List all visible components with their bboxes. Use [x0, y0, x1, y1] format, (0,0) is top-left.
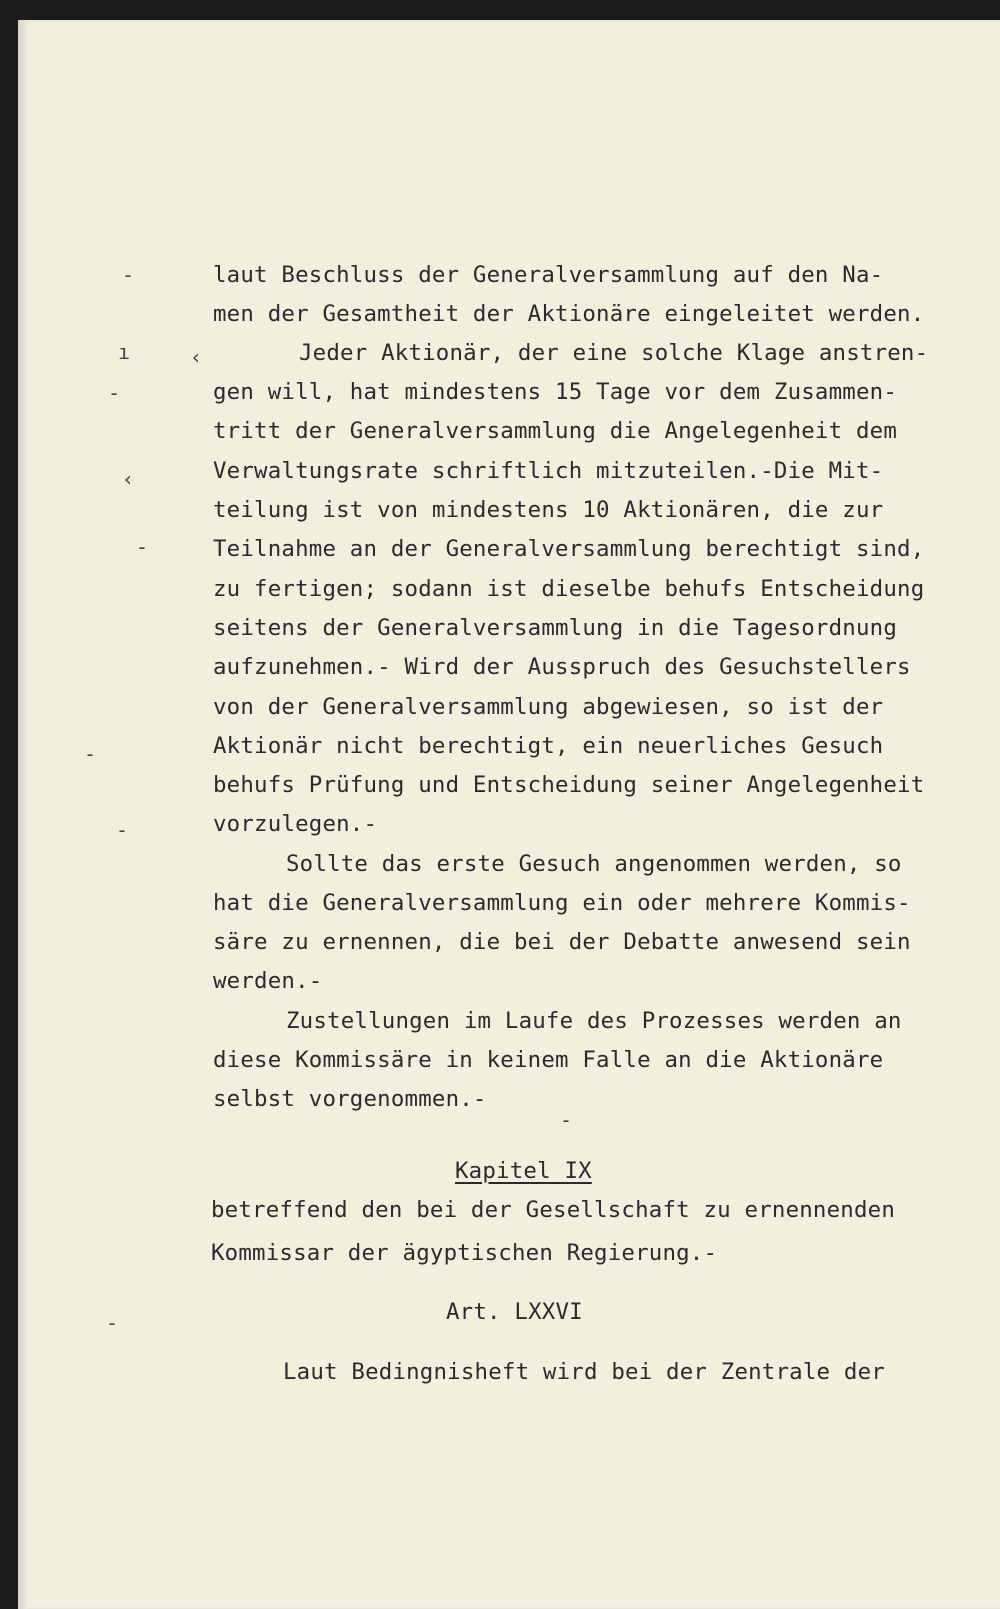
- text-line: Aktionär nicht berechtigt, ein neuerliches Gesuch: [213, 733, 884, 759]
- text-line: seitens der Generalversammlung in die Tagesordnung: [213, 615, 898, 641]
- text-line: behufs Prüfung und Entscheidung seiner Angelegenheit: [213, 772, 925, 798]
- margin-mark: ‹: [122, 467, 135, 491]
- margin-mark: ‹: [190, 345, 203, 369]
- text-line: Sollte das erste Gesuch angenommen werden, so: [286, 851, 902, 877]
- text-line: Laut Bedingnisheft wird bei der Zentrale der: [283, 1359, 885, 1385]
- text-line: vorzulegen.-: [213, 811, 378, 837]
- text-line: tritt der Generalversammlung die Angelegenheit dem: [213, 418, 898, 444]
- text-line: Teilnahme an der Generalversammlung berechtigt sind,: [213, 536, 925, 562]
- text-line: zu fertigen; sodann ist dieselbe behufs Entscheidung: [213, 576, 925, 602]
- margin-mark: ı: [118, 340, 131, 364]
- text-line: men der Gesamtheit der Aktionäre eingeleitet werden.: [213, 301, 925, 327]
- margin-mark: -: [122, 263, 135, 287]
- chapter-heading: Kapitel IX: [455, 1158, 592, 1184]
- margin-mark: -: [84, 742, 97, 766]
- text-line: diese Kommissäre in keinem Falle an die Aktionäre: [213, 1047, 884, 1073]
- text-line: von der Generalversammlung abgewiesen, so ist der: [213, 694, 884, 720]
- text-line: hat die Generalversammlung ein oder mehrere Kommis-: [213, 890, 911, 916]
- margin-mark: -: [560, 1108, 573, 1132]
- text-line: gen will, hat mindestens 15 Tage vor dem Zusammen-: [213, 379, 898, 405]
- text-line: teilung ist von mindestens 10 Aktionären, die zur: [213, 497, 884, 523]
- page-edge: [18, 20, 28, 1609]
- margin-mark: -: [136, 535, 149, 559]
- text-line: Verwaltungsrate schriftlich mitzuteilen.-Die Mit-: [213, 458, 884, 484]
- text-line: selbst vorgenommen.-: [213, 1086, 487, 1112]
- chapter-subtitle: betreffend den bei der Gesellschaft zu ernennenden: [211, 1197, 896, 1223]
- margin-mark: -: [116, 818, 129, 842]
- margin-mark: -: [106, 1311, 119, 1335]
- text-line: Jeder Aktionär, der eine solche Klage anstren-: [299, 340, 929, 366]
- chapter-subtitle: Kommissar der ägyptischen Regierung.-: [211, 1240, 718, 1266]
- text-line: laut Beschluss der Generalversammlung auf den Na-: [213, 262, 884, 288]
- article-heading: Art. LXXVI: [446, 1299, 583, 1325]
- text-line: werden.-: [213, 968, 323, 994]
- text-line: aufzunehmen.- Wird der Ausspruch des Gesuchstellers: [213, 654, 911, 680]
- text-line: säre zu ernennen, die bei der Debatte anwesend sein: [213, 929, 911, 955]
- margin-mark: -: [108, 381, 121, 405]
- text-line: Zustellungen im Laufe des Prozesses werden an: [286, 1008, 902, 1034]
